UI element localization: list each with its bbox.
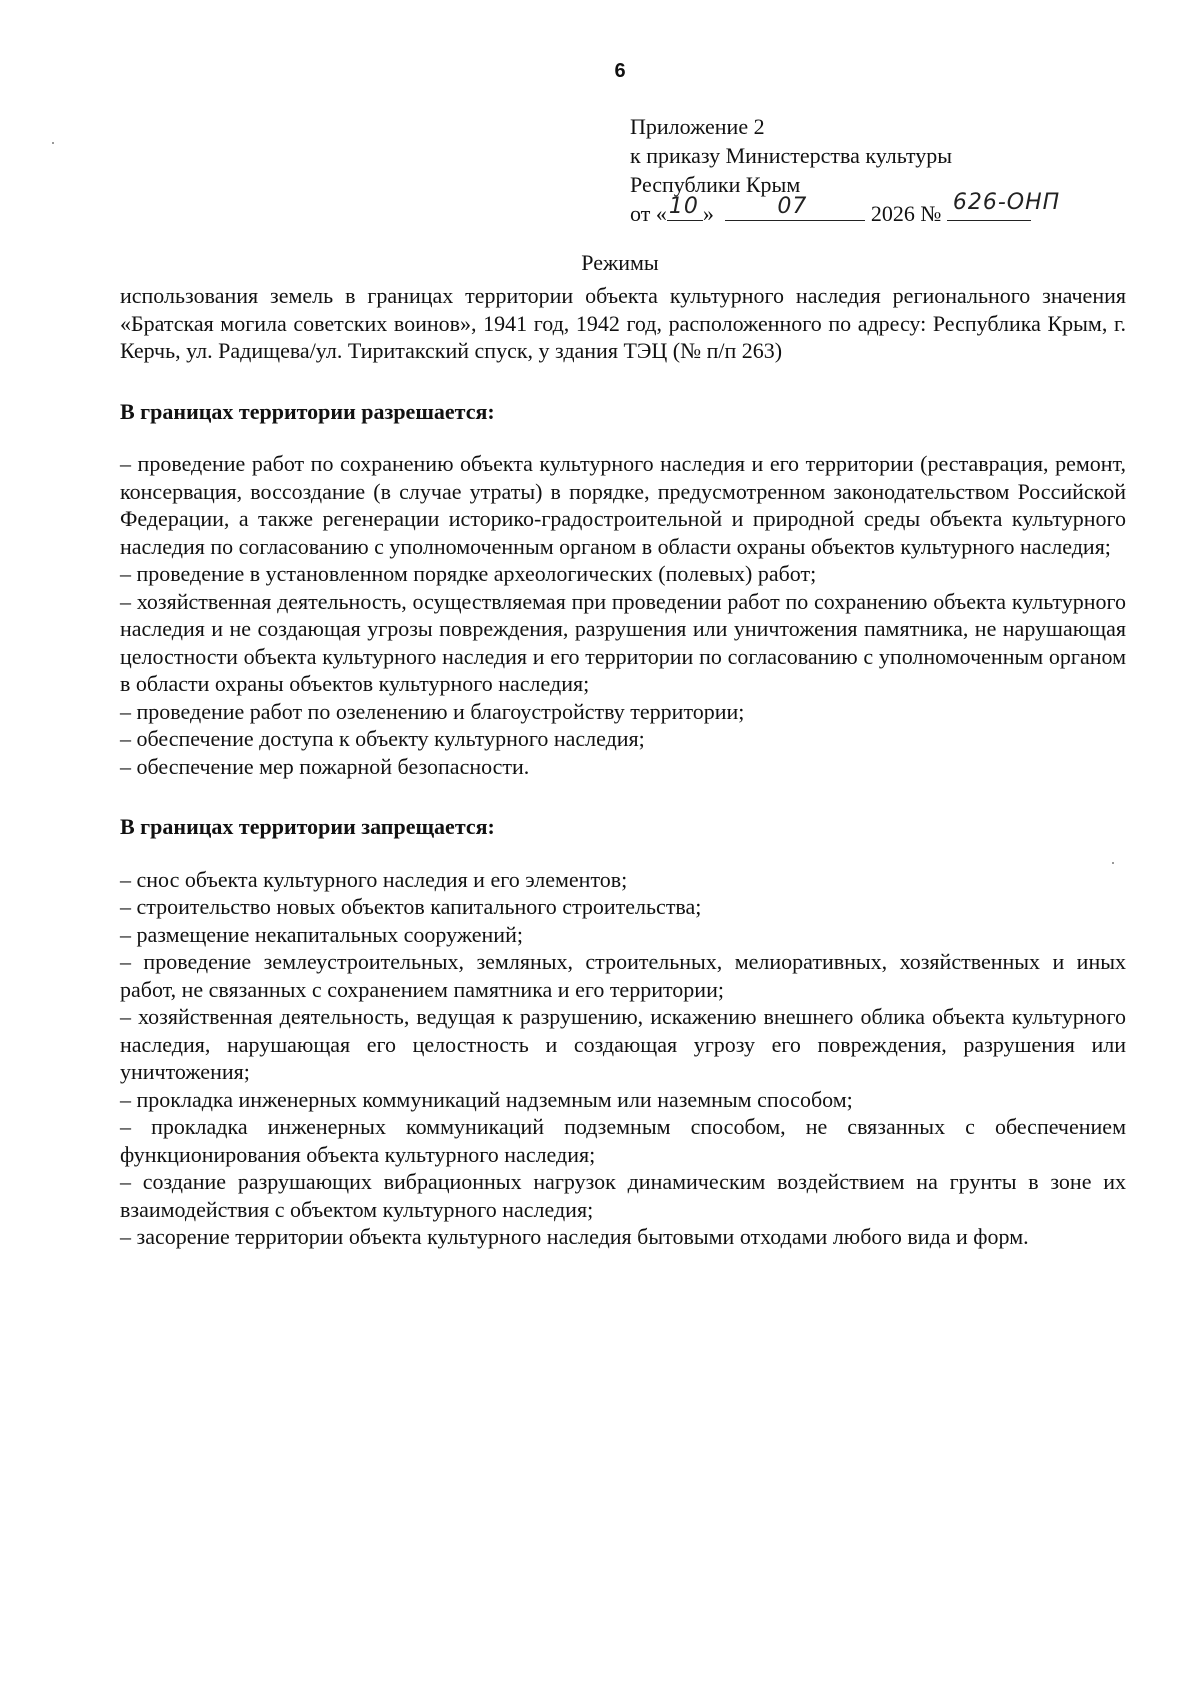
appendix-date-line <box>630 190 1061 231</box>
list-item: – обеспечение мер пожарной безопасности. <box>120 753 530 779</box>
order-number-handwritten: 626-ОНП <box>952 190 1061 215</box>
date-month-blank <box>725 194 865 221</box>
list-item: – проведение работ по сохранению объекта культурного наследия и его территории (реставрация, ремонт, консервация, воссоздание (в случае утраты) в порядке, предусмотренном законодательством Российской Федерации, а также регенерации историко-градостроительной и природной среды объекта культурного наследия по согласованию с уполномоченным органом в области охраны объектов культурного наследия; <box>120 451 1126 559</box>
list-item: – проведение в установленном порядке археологических (полевых) работ; <box>120 561 817 586</box>
scan-speck <box>1112 862 1114 864</box>
permitted-list <box>120 450 1126 780</box>
appendix-line-2: к приказу Министерства культуры <box>630 143 953 168</box>
date-day-suffix: » <box>702 201 714 226</box>
document-title: Режимы <box>581 250 659 275</box>
order-number-blank <box>947 190 1061 221</box>
list-item: – проведение землеустроительных, земляных, строительных, мелиоративных, хозяйственных и иных работ, не связанных с сохранением памятника и его территории; <box>120 949 1126 1002</box>
list-item: – обеспечение доступа к объекту культурного наследия; <box>120 726 645 751</box>
list-item: – снос объекта культурного наследия и его элементов; <box>120 866 628 892</box>
page-number: 6 <box>614 60 626 82</box>
list-item: – засорение территории объекта культурного наследия бытовыми отходами любого вида и форм. <box>120 1224 1029 1249</box>
list-item: – хозяйственная деятельность, осуществляемая при проведении работ по сохранению объекта культурного наследия и не создающая угрозы повреждения, разрушения или уничтожения памятника, не нарушающая целостности объекта культурного наследия и его территории по согласованию с уполномоченным органом в области охраны объектов культурного наследия; <box>120 588 1126 696</box>
list-item: – размещение некапитальных сооружений; <box>120 921 523 947</box>
appendix-line-1: Приложение 2 <box>630 114 765 139</box>
prohibited-list <box>120 866 1126 1251</box>
date-prefix: от « <box>630 201 667 226</box>
scan-speck <box>52 142 54 144</box>
appendix-block <box>630 112 1061 231</box>
list-item: – хозяйственная деятельность, ведущая к разрушению, искажению внешнего облика объекта культурного наследия, нарушающая его целостность и создающая угрозу его повреждения, разрушения или уничтожения; <box>120 1004 1126 1084</box>
permitted-heading: В границах территории разрешается: <box>120 398 495 424</box>
date-day-handwritten: 10 <box>668 194 699 219</box>
date-day-blank <box>667 194 703 221</box>
list-item: – прокладка инженерных коммуникаций надземным или наземным способом; <box>120 1086 853 1112</box>
list-item: – проведение работ по озеленению и благоустройству территории; <box>120 698 745 724</box>
date-month-handwritten: 07 <box>777 194 808 219</box>
appendix-line-3: Республики Крым <box>630 172 801 197</box>
document-subtitle: использования земель в границах территории объекта культурного наследия регионального значения «Братская могила советских воинов», 1941 год, 1942 год, расположенного по адресу: Республика Крым, г. Керчь, ул. Радищева/ул. Тиритакский спуск, у здания ТЭЦ (№ п/п 263) <box>120 283 1126 363</box>
document-body <box>120 282 1126 1251</box>
list-item: – создание разрушающих вибрационных нагрузок динамическим воздействием на грунты в зоне их взаимодействия с объектом культурного наследия; <box>120 1169 1126 1222</box>
list-item: – строительство новых объектов капитального строительства; <box>120 894 702 919</box>
prohibited-heading: В границах территории запрещается: <box>120 814 495 839</box>
date-year: 2026 № <box>870 201 942 226</box>
list-item: – прокладка инженерных коммуникаций подземным способом, не связанных с обеспечением функционирования объекта культурного наследия; <box>120 1114 1126 1167</box>
